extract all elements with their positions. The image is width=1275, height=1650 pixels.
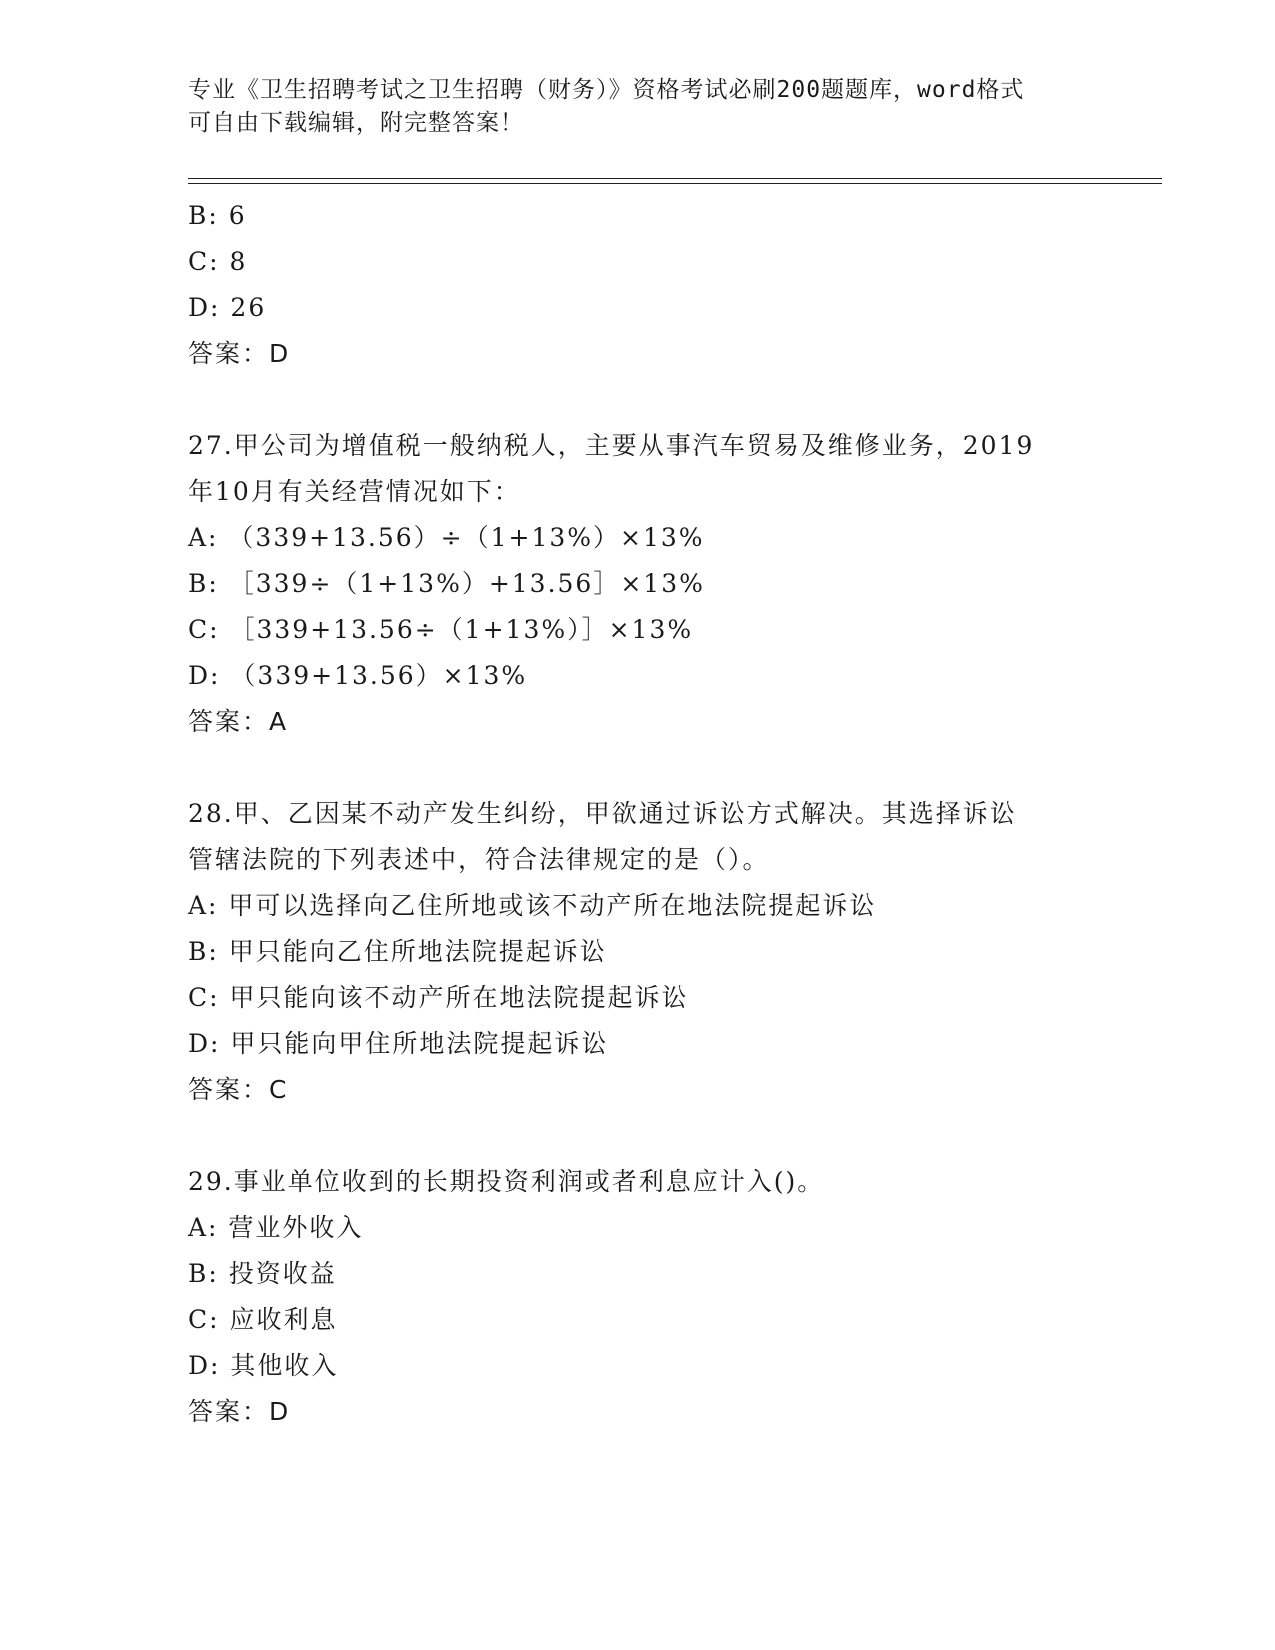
question-29 xyxy=(188,1159,1088,1435)
question-stem: 28.甲、乙因某不动产发生纠纷，甲欲通过诉讼方式解决。其选择诉讼 xyxy=(188,799,1017,828)
spacer xyxy=(188,1113,1088,1159)
option-b: B: 投资收益 xyxy=(188,1259,337,1288)
option-d: D: （339+13.56）×13% xyxy=(188,661,528,690)
option-b: B: 6 xyxy=(188,201,247,230)
spacer xyxy=(188,377,1088,423)
header-line-2: 可自由下载编辑，附完整答案！ xyxy=(188,110,524,136)
option-a: A: （339+13.56）÷（1+13%）×13% xyxy=(188,523,705,552)
option-d: D: 26 xyxy=(188,293,267,322)
option-b: B: ［339÷（1+13%）+13.56］×13% xyxy=(188,569,705,598)
question-stem-continued: 年10月有关经营情况如下： xyxy=(188,477,521,506)
question-list xyxy=(188,193,1088,1435)
header-divider xyxy=(188,178,1162,184)
answer-line: 答案：C xyxy=(188,1075,289,1104)
document-header xyxy=(188,74,1068,140)
question-stem: 29.事业单位收到的长期投资利润或者利息应计入()。 xyxy=(188,1167,825,1196)
option-a: A: 甲可以选择向乙住所地或该不动产所在地法院提起诉讼 xyxy=(188,891,877,920)
question-27 xyxy=(188,423,1088,745)
option-c: C: 8 xyxy=(188,247,248,276)
question-stem: 27.甲公司为增值税一般纳税人，主要从事汽车贸易及维修业务，2019 xyxy=(188,431,1035,460)
spacer xyxy=(188,745,1088,791)
option-c: C: ［339+13.56÷（1+13%）］×13% xyxy=(188,615,694,644)
option-c: C: 应收利息 xyxy=(188,1305,338,1334)
option-a: A: 营业外收入 xyxy=(188,1213,364,1242)
option-d: D: 甲只能向甲住所地法院提起诉讼 xyxy=(188,1029,609,1058)
question-28 xyxy=(188,791,1088,1113)
answer-line: 答案：D xyxy=(188,1397,291,1426)
option-b: B: 甲只能向乙住所地法院提起诉讼 xyxy=(188,937,607,966)
question-stem-continued: 管辖法院的下列表述中，符合法律规定的是（）。 xyxy=(188,845,770,874)
header-line-1: 专业《卫生招聘考试之卫生招聘（财务）》资格考试必刷200题题库，word格式 xyxy=(188,77,1025,103)
option-d: D: 其他收入 xyxy=(188,1351,339,1380)
answer-line: 答案：A xyxy=(188,707,289,736)
question-26-continued xyxy=(188,193,1088,377)
option-c: C: 甲只能向该不动产所在地法院提起诉讼 xyxy=(188,983,689,1012)
answer-line: 答案：D xyxy=(188,339,291,368)
